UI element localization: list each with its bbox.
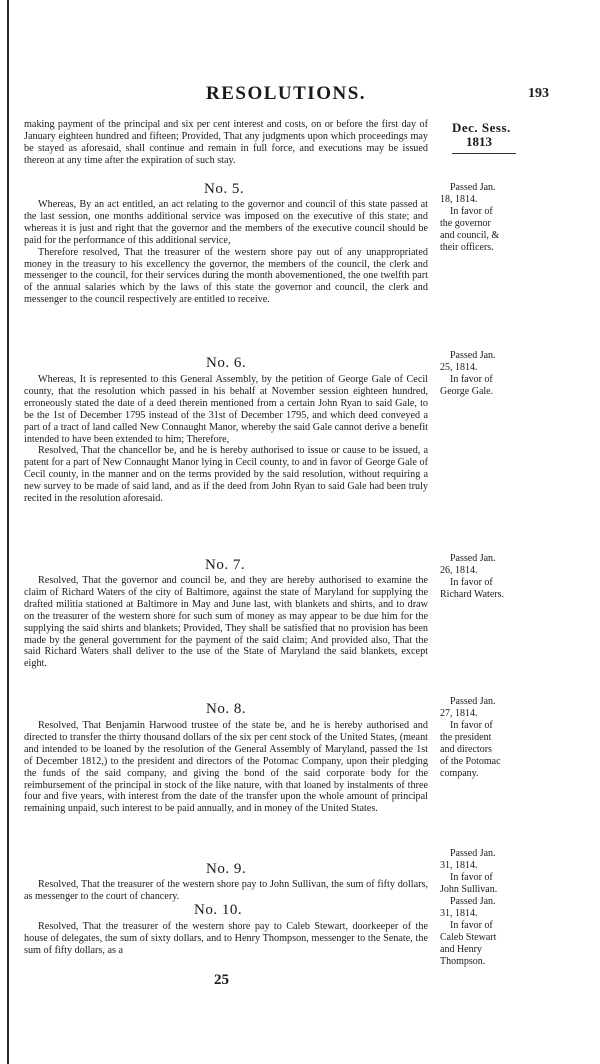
margin-note-line: 18, 1814.: [440, 194, 478, 205]
margin-note-line: 25, 1814.: [440, 362, 478, 373]
resolution-10-resolved: Resolved, That the treasurer of the western shore pay to Caleb Stewart, doorkeeper of the house of delegates, the sum of sixty dollars, and to Henry Thompson, messenger to the Senate, the sum of fifty dollars, as a: [24, 921, 428, 956]
margin-note-line: Passed Jan.: [450, 350, 496, 361]
resolution-7-body: [24, 575, 428, 670]
margin-note-line: company.: [440, 768, 479, 779]
resolution-7-margin-note: [440, 553, 524, 601]
signature-mark: 25: [214, 972, 229, 988]
resolution-5-margin-note: [440, 182, 524, 254]
resolution-10-number: No. 10.: [194, 902, 243, 918]
intro-text: making payment of the principal and six per cent interest and costs, on or before the first day of January eighteen hundred and fifteen; Provided, That any judgments upon which proceedings may be stayed as aforesaid, shall continue and remain in full force, and executions may be issued thereon at any time after the expiration of such stay.: [24, 119, 428, 166]
margin-note-line: In favor of: [450, 206, 493, 217]
margin-note-line: In favor of: [450, 577, 493, 588]
margin-note-line: of the Potomac: [440, 756, 501, 767]
resolution-10-body: [24, 921, 428, 957]
page-number: 193: [528, 86, 549, 101]
resolution-5-whereas: Whereas, By an act entitled, an act relating to the governor and council of this state passed at the last session, one months additional service was imposed on the executive of this state; and whereas it is just and right that the governor and the members of the executive council should be paid for the performance of this additional service,: [24, 199, 428, 246]
resolution-8-number: No. 8.: [206, 701, 247, 717]
session-year: 1813: [466, 134, 492, 149]
resolution-6-body: [24, 374, 428, 505]
resolution-8-body: [24, 720, 428, 815]
resolution-9-margin-note: [440, 848, 524, 896]
margin-note-line: 27, 1814.: [440, 708, 478, 719]
resolution-7-resolved: Resolved, That the governor and council be, and they are hereby authorised to examine the claim of Richard Waters of the city of Baltimore, against the state of Maryland for supplying the drafted militia stationed at Baltimore in May and June last, with blankets and shirts, and to draw on the treasurer of the western shore for such sum of money as may appear to be due him for the supplying the said shirts and blankets; Provided, They shall be satisfied that no provision has been made by the general government for the payment of the said claim; And provided also, That the said Richard Waters shall deliver to the use of the State of Maryland the said blankets, except eight.: [24, 575, 428, 670]
margin-note-line: In favor of: [450, 374, 493, 385]
margin-note-line: Thompson.: [440, 956, 486, 967]
margin-note-line: Richard Waters.: [440, 589, 504, 600]
margin-note-line: Caleb Stewart: [440, 932, 497, 943]
margin-note-line: and council, &: [440, 230, 500, 241]
margin-note-line: George Gale.: [440, 386, 494, 397]
resolution-6-margin-note: [440, 350, 524, 398]
margin-note-line: Passed Jan.: [450, 553, 496, 564]
margin-note-line: Passed Jan.: [450, 696, 496, 707]
margin-note-line: John Sullivan.: [440, 884, 498, 895]
resolution-5-resolved: Therefore resolved, That the treasurer of the western shore pay out of any unappropriated money in the treasury to his excellency the governor, the members of the council, the clerk and messenger to the council, for their services during the month abovementioned, the one twelfth part of the annual salaries which by the laws of this state the governor and council, the clerk and messenger to the council respectively are entitled to receive.: [24, 246, 428, 306]
margin-note-line: In favor of: [450, 920, 493, 931]
margin-note-line: Passed Jan.: [450, 182, 496, 193]
session-label: Dec. Sess.: [452, 120, 511, 135]
margin-note-line: Passed Jan.: [450, 848, 496, 859]
margin-note-line: the president: [440, 732, 492, 743]
resolution-5-number: No. 5.: [204, 181, 245, 197]
margin-note-line: 31, 1814.: [440, 908, 478, 919]
resolution-9-number: No. 9.: [206, 861, 247, 877]
resolution-8-resolved: Resolved, That Benjamin Harwood trustee of the state be, and he is hereby authorised and directed to transfer the thirty thousand dollars of the six per cent stock of the United States, (meant and intended to be loaned by the resolution of the General Assembly of Maryland, passed the 1st of December 1812,) to the president and directors of the Potomac Company, upon their pledging the funds of the said company, and giving the bond of the said corporate body for the reimbursement of the principal in stock of the like nature, with that loaned by instalments of three four and five years, with interest from the date of the transfer upon the whole amount of principal remaining unpaid, such interest to be paid annually, and in money of the United States.: [24, 720, 428, 815]
page-title: RESOLUTIONS.: [206, 83, 367, 104]
margin-note-line: their officers.: [440, 242, 494, 253]
margin-note-line: the governor: [440, 218, 491, 229]
resolution-10-margin-note: [440, 896, 524, 968]
resolution-6-whereas: Whereas, It is represented to this General Assembly, by the petition of George Gale of Cecil county, that the resolution which passed in his behalf at November session eighteen hundred, erroneously stated the date of a deed therein mentioned from a certain John Ryan to said Gale, to be the 1st of December 1795 instead of the 31st of December 1795, and which deed conveyed a part of a tract of land called New Connaught Manor, whereby the said Gale cannot derive a benefit intended to have been extended to him; Therefore,: [24, 374, 428, 445]
resolution-9-body: [24, 879, 428, 903]
resolution-7-number: No. 7.: [205, 557, 246, 573]
session-divider: [452, 153, 516, 154]
margin-note-line: and directors: [440, 744, 492, 755]
resolution-6-resolved: Resolved, That the chancellor be, and he is hereby authorised to issue or cause to be issued, a patent for a part of New Connaught Manor lying in Cecil county, to and in favor of George Gale of Cecil county, in the manner and on the terms provided by the said resolution, without requiring a new survey to be made of said land, and as if the deed from John Ryan to said Gale had been truly recited in the resolution aforesaid.: [24, 445, 428, 505]
intro-paragraph: [24, 119, 428, 167]
margin-note-line: 31, 1814.: [440, 860, 478, 871]
margin-note-line: and Henry: [440, 944, 482, 955]
resolution-8-margin-note: [440, 696, 524, 780]
resolution-9-resolved: Resolved, That the treasurer of the western shore pay to John Sullivan, the sum of fifty dollars, as messenger to the court of chancery.: [24, 879, 428, 902]
binding-edge: [7, 0, 9, 1064]
margin-note-line: In favor of: [450, 720, 493, 731]
resolution-5-body: [24, 199, 428, 306]
margin-note-line: In favor of: [450, 872, 493, 883]
resolution-6-number: No. 6.: [206, 355, 247, 371]
margin-note-line: Passed Jan.: [450, 896, 496, 907]
margin-note-line: 26, 1814.: [440, 565, 478, 576]
